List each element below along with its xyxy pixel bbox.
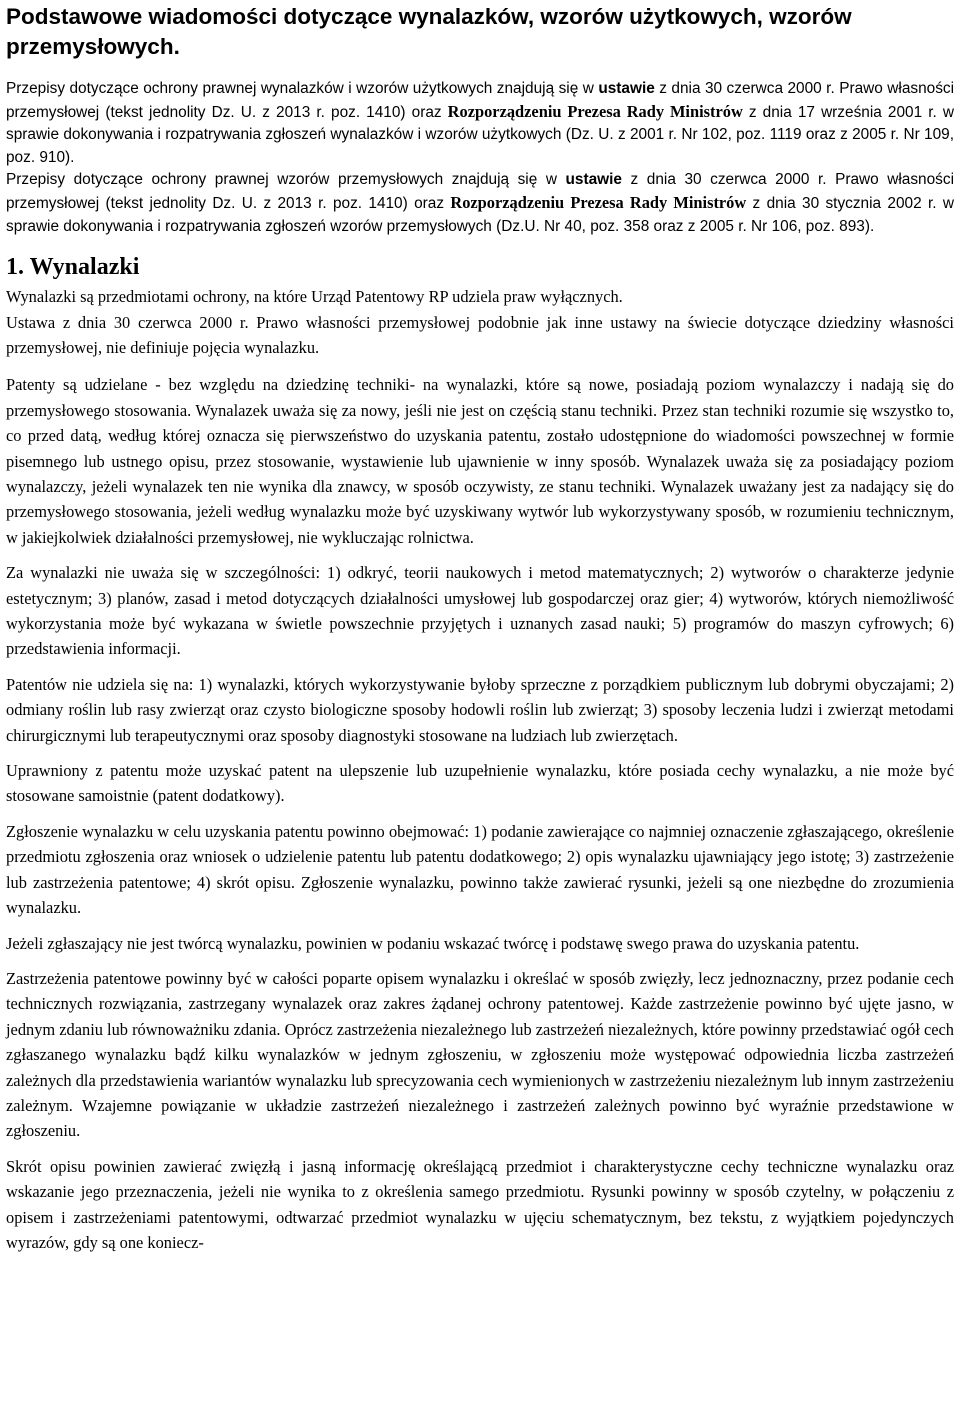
lead-sentence: Wynalazki są przedmiotami ochrony, na które Urząd Patentowy RP udziela praw wyłącznych.	[6, 287, 623, 307]
intro-text: Przepisy dotyczące ochrony prawnej wzorów przemysłowych znajdują się w	[6, 171, 566, 189]
document-title: Podstawowe wiadomości dotyczące wynalazków, wzorów użytkowych, wzorów przemysłowych.	[6, 4, 852, 59]
intro-text: Przepisy dotyczące ochrony prawnej wynalazków i wzorów użytkowych znajdują się w	[6, 80, 599, 97]
emphasis-ustawa: ustawie	[598, 80, 655, 97]
intro-paragraph-patents	[6, 78, 954, 169]
emphasis-rozporzadzenie: Rozporządzeniu Prezesa Rady Ministrów	[447, 101, 743, 121]
body-paragraph: Patenty są udzielane - bez względu na dziedzinę techniki- na wynalazki, które są nowe, posiadają poziom wynalazczy i nadają się do przemysłowego stosowania. Wynalazek uważa się za nowy, jeśli nie jest on częścią stanu techniki. Przez stan techniki rozumie się wszystko to, co przed datą, według której oznacza się pierwszeństwo do uzyskania patentu, zostało udostępnione do wiadomości powszechnej w formie pisemnego lub ustnego opisu, przez stosowanie, wystawienie lub ujawnienie w inny sposób. Wynalazek uważa się za posiadający poziom wynalazczy, jeżeli wynalazek ten nie wynika dla znawcy, w sposób oczywisty, ze stanu techniki. Wynalazek uważany jest za nadający się do przemysłowego stosowania, jeżeli według wynalazku może być uzyskiwany wytwór lub wykorzystywany sposób, w rozumieniu technicznym, w jakiejkolwiek działalności przemysłowej, nie wykluczając rolnictwa.	[6, 375, 954, 547]
body-paragraph: Patentów nie udziela się na: 1) wynalazki, których wykorzystywanie byłoby sprzeczne z porządkiem publicznym lub dobrymi obyczajami; 2) odmiany roślin lub rasy zwierząt oraz czysto biologiczne sposoby hodowli roślin lub zwierząt; 3) sposoby leczenia ludzi i zwierząt metodami chirurgicznymi lub terapeutycznymi oraz sposoby diagnostyki stosowane na ludziach lub zwierzętach.	[6, 674, 954, 745]
emphasis-rozporzadzenie: Rozporządzeniu Prezesa Rady Ministrów	[450, 192, 747, 212]
body-paragraph: Jeżeli zgłaszający nie jest twórcą wynalazku, powinien w podaniu wskazać twórcę i podstawę swego prawa do uzyskania patentu.	[6, 933, 860, 953]
intro-paragraph-designs	[6, 169, 954, 238]
body-paragraph: Za wynalazki nie uważa się w szczególności: 1) odkryć, teorii naukowych i metod matematycznych; 2) wytworów o charakterze jedynie estetycznym; 3) planów, zasad i metod dotyczących działalności umysłowej lub gospodarczej oraz gier; 4) wytworów, których niemożliwość wykorzystania może być wykazana w świetle powszechnie przyjętych i uznanych zasad nauki; 5) programów do maszyn cyfrowych; 6) przedstawienia informacji.	[6, 563, 954, 659]
lead-statute: Ustawa z dnia 30 czerwca 2000 r.	[6, 312, 249, 332]
intro-text: z dnia 30 stycznia 2002 r. w sprawie dokonywania i rozpatrywania zgłoszeń wzorów przemysłowych (Dz.U. Nr 40, poz. 358 oraz z 2005 r. Nr 106, poz. 893).	[6, 194, 954, 235]
body-paragraph: Zastrzeżenia patentowe powinny być w całości poparte opisem wynalazku i określać w sposób zwięzły, lecz jednoznaczny, przez podanie cech technicznych rozwiązania, zastrzegany wynalazek oraz zakres żądanej ochrony patentowej. Każde zastrzeżenie powinno być ujęte jasno, w jednym zdaniu lub równoważniku zdania. Oprócz zastrzeżenia niezależnego lub zastrzeżeń niezależnych, które powinny przedstawiać ogół cech zgłaszanego wynalazku bądź kilku wynalazków w jednym zgłoszeniu, w zgłoszeniu może występować odpowiednia liczba zastrzeżeń zależnych dla przedstawienia wariantów wynalazku lub sprecyzowania cech wymienionych w zastrzeżeniu niezależnym lub innym zastrzeżeniu zależnym. Wzajemne powiązanie w układzie zastrzeżeń niezależnego i zastrzeżeń zależnych powinno być wyraźnie przedstawione w zgłoszeniu.	[6, 968, 954, 1141]
intro-text: z dnia 17 września 2001 r. w sprawie dokonywania i rozpatrywania zgłoszeń wynalazków i wzorów użytkowych (Dz. U. z 2001 r. Nr 102, poz. 1119 oraz z 2005 r. Nr 109, poz. 910).	[6, 103, 954, 166]
lead-sentence: Prawo własności przemysłowej podobnie jak inne ustawy na świecie dotyczące dziedziny własności przemysłowej, nie definiuje pojęcia wynalazku.	[6, 312, 954, 357]
section-heading-wynalazki: 1. Wynalazki	[6, 254, 140, 281]
body-paragraph: Skrót opisu powinien zawierać zwięzłą i jasną informację określającą przedmiot i charakterystyczne cechy techniczne wynalazku oraz wskazanie jego przeznaczenia, jeżeli nie wynika to z określenia samego przedmiotu. Rysunki powinny w sposób czytelny, w połączeniu z opisem i zastrzeżeniami patentowymi, odtwarzać przedmiot wynalazku w ujęciu schematycznym, bez tekstu, z wyjątkiem pojedynczych wyrazów, gdy są one koniecz-	[6, 1156, 954, 1252]
emphasis-ustawa: ustawie	[565, 171, 622, 189]
intro-text: z dnia 30 czerwca 2000 r. Prawo własności przemysłowej (tekst jednolity Dz. U. z 2013 r. poz. 1410) oraz	[6, 80, 954, 121]
intro-text: z dnia 30 czerwca 2000 r. Prawo własności przemysłowej (tekst jednolity Dz. U. z 2013 r. poz. 1410) oraz	[6, 171, 954, 212]
body-paragraph: Zgłoszenie wynalazku w celu uzyskania patentu powinno obejmować: 1) podanie zawierające co najmniej oznaczenie zgłaszającego, określenie przedmiotu zgłoszenia oraz wniosek o udzielenie patentu lub patentu dodatkowego; 2) opis wynalazku ujawniający jego istotę; 3) zastrzeżenie lub zastrzeżenia patentowe; 4) skrót opisu. Zgłoszenie wynalazku, powinno także zawierać rysunki, jeżeli są one niezbędne do zrozumienia wynalazku.	[6, 821, 954, 918]
section-lead-paragraph	[6, 284, 954, 360]
body-paragraph: Uprawniony z patentu może uzyskać patent na ulepszenie lub uzupełnienie wynalazku, które posiada cechy wynalazku, a nie może być stosowane samoistnie (patent dodatkowy).	[6, 761, 954, 806]
